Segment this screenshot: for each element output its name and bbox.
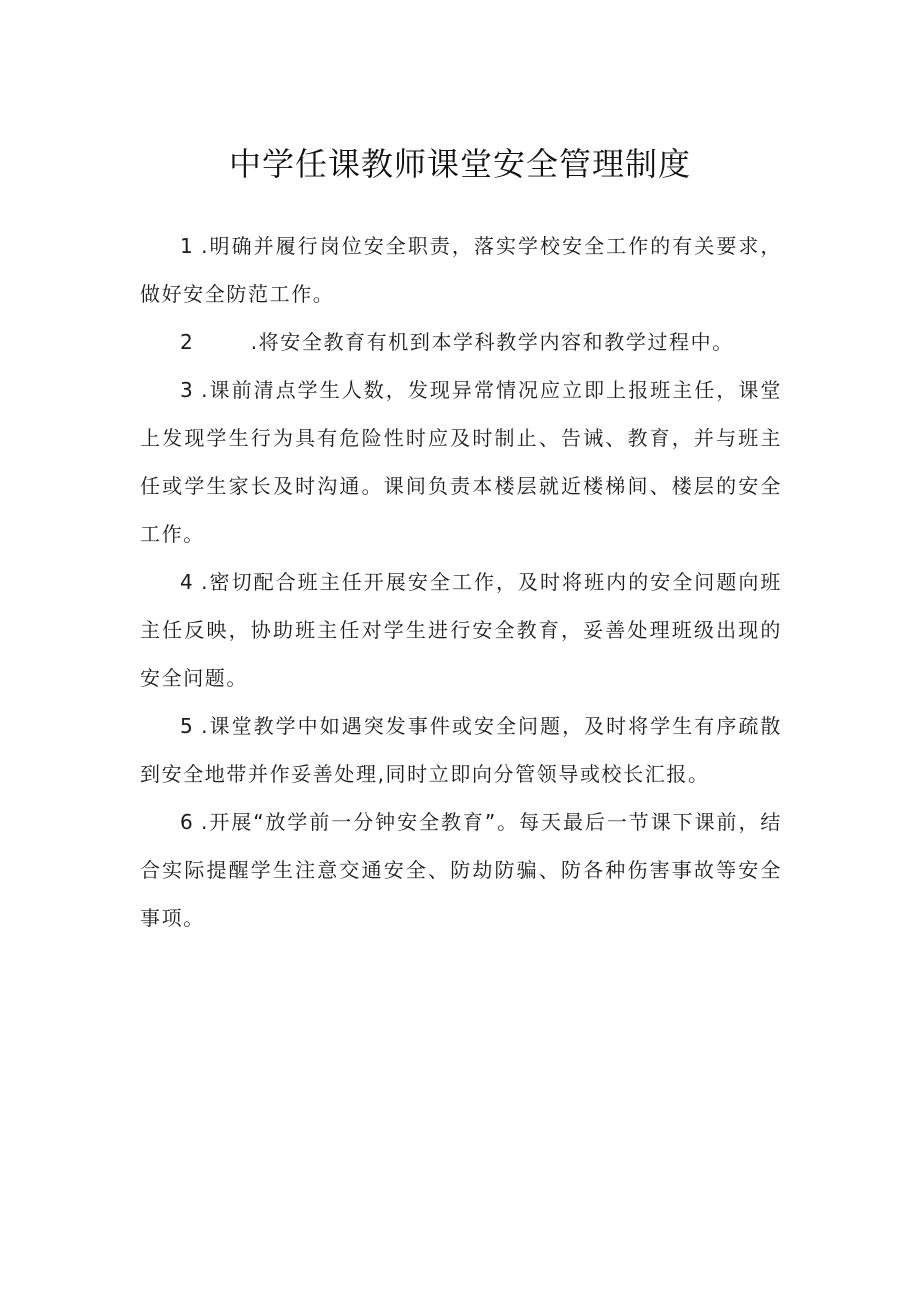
clause-1 xyxy=(140,222,782,318)
clause-text: .课堂教学中如遇突发事件或安全问题，及时将学生有序疏散到安全地带并作妥善处理,同时立即向分管领导或校长汇报。 xyxy=(140,714,782,786)
clause-6 xyxy=(140,798,782,942)
clause-text: .开展“放学前一分钟安全教育”。每天最后一节课下课前，结合实际提醒学生注意交通安全、防劫防骗、防各种伤害事故等安全事项。 xyxy=(140,810,782,930)
clause-text: .密切配合班主任开展安全工作，及时将班内的安全问题向班主任反映，协助班主任对学生进行安全教育，妥善处理班级出现的安全问题。 xyxy=(140,570,782,690)
clause-3 xyxy=(140,366,782,558)
document-title: 中学任课教师课堂安全管理制度 xyxy=(228,145,691,183)
clause-number: 1 xyxy=(180,234,193,258)
clause-text: .课前清点学生人数，发现异常情况应立即上报班主任，课堂上发现学生行为具有危险性时应及时制止、告诫、教育，并与班主任或学生家长及时沟通。课间负责本楼层就近楼梯间、楼层的安全工作。 xyxy=(140,378,782,546)
clause-number: 3 xyxy=(180,378,193,402)
clause-text: .明确并履行岗位安全职责，落实学校安全工作的有关要求，做好安全防范工作。 xyxy=(140,234,782,306)
clause-4 xyxy=(140,558,782,702)
document-body xyxy=(140,222,782,942)
clause-2 xyxy=(140,318,782,366)
clause-number: 4 xyxy=(180,570,193,594)
clause-number: 5 xyxy=(180,714,193,738)
clause-5 xyxy=(140,702,782,798)
clause-number: 6 xyxy=(180,810,193,834)
clause-number: 2 xyxy=(180,330,193,354)
clause-text: .将安全教育有机到本学科教学内容和教学过程中。 xyxy=(250,330,734,354)
